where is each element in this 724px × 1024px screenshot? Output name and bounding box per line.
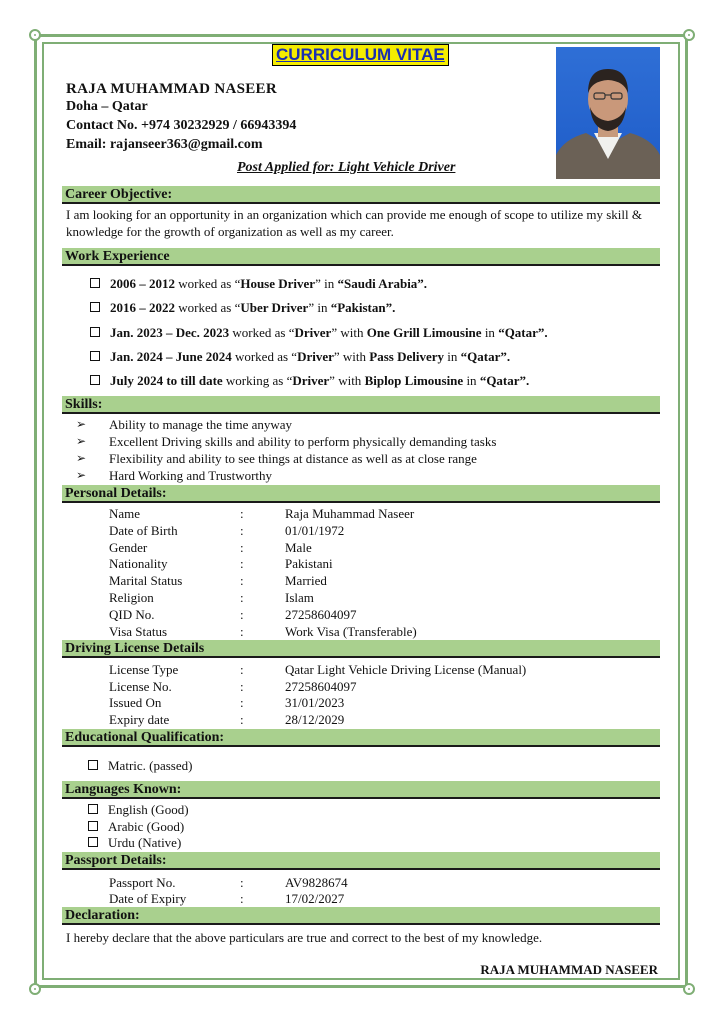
career-objective-text: I am looking for an opportunity in an organization which can provide me enough of scope to utilize my skill & knowledge for the growth of organization as well as my career. [66,207,642,239]
field-label: Issued On [109,695,162,710]
field-label: Religion [109,590,154,605]
field-value: 27258604097 [285,607,357,622]
declaration-text: I hereby declare that the above particulars are true and correct to the best of my knowledge. [66,930,543,945]
applicant-email: Email: rajanseer363@gmail.com [66,137,263,152]
field-label: Date of Birth [109,523,178,538]
corner-ornament [683,29,695,41]
arrow-bullet-icon: ➢ [76,468,87,482]
field-label: Visa Status [109,624,168,639]
field-label: Date of Expiry [109,891,187,906]
field-colon: : [240,556,244,571]
applicant-contact: Contact No. +974 30232929 / 66943394 [66,118,297,133]
section-passport: Passport Details: [62,852,660,870]
field-colon: : [240,695,244,710]
language-item: Urdu (Native) [88,834,181,851]
checkbox-bullet-icon [90,302,100,312]
field-value: 28/12/2029 [285,712,345,727]
field-value: Pakistani [285,556,333,571]
applicant-location: Doha – Qatar [66,99,148,114]
applicant-name: RAJA MUHAMMAD NASEER [66,81,277,97]
section-career-objective: Career Objective: [62,186,660,204]
field-label: Passport No. [109,875,176,890]
education-item: Matric. (passed) [88,757,192,774]
field-label: Nationality [109,556,168,571]
field-colon: : [240,891,244,906]
signature-name: RAJA MUHAMMAD NASEER [480,962,658,977]
post-applied: Post Applied for: Light Vehicle Driver [237,160,456,175]
field-colon: : [240,540,244,555]
work-item: 2006 – 2012 worked as “House Driver” in “Saudi Arabia”. [90,276,427,292]
field-colon: : [240,875,244,890]
work-item: 2016 – 2022 worked as “Uber Driver” in “Pakistan”. [90,300,395,316]
checkbox-bullet-icon [88,837,98,847]
profile-photo [556,47,660,179]
section-work-experience: Work Experience [62,248,660,266]
section-personal-details: Personal Details: [62,485,660,503]
field-value: 01/01/1972 [285,523,345,538]
field-value: Male [285,540,312,555]
arrow-bullet-icon: ➢ [76,434,87,448]
arrow-bullet-icon: ➢ [76,451,87,465]
skill-item: Excellent Driving skills and ability to perform physically demanding tasks [109,434,497,449]
field-label: QID No. [109,607,155,622]
section-declaration: Declaration: [62,907,660,925]
checkbox-bullet-icon [88,821,98,831]
field-colon: : [240,679,244,694]
field-colon: : [240,573,244,588]
arrow-bullet-icon: ➢ [76,417,87,431]
work-item: Jan. 2024 – June 2024 worked as “Driver” with Pass Delivery in “Qatar”. [90,349,510,365]
language-item: Arabic (Good) [88,818,184,835]
field-label: Marital Status [109,573,183,588]
section-driving-license: Driving License Details [62,640,660,658]
skill-item: Ability to manage the time anyway [109,417,293,432]
field-value: Married [285,573,327,588]
work-item: July 2024 to till date working as “Driver” with Biplop Limousine in “Qatar”. [90,373,529,389]
section-languages: Languages Known: [62,781,660,799]
checkbox-bullet-icon [88,760,98,770]
field-label: License Type [109,662,179,677]
skill-item: Flexibility and ability to see things at distance as well as at close range [109,451,477,466]
checkbox-bullet-icon [90,327,100,337]
field-label: License No. [109,679,172,694]
field-value: AV9828674 [285,875,348,890]
document-title: CURRICULUM VITAE [272,44,449,66]
language-item: English (Good) [88,801,189,818]
field-value: Qatar Light Vehicle Driving License (Manual) [285,662,527,677]
corner-ornament [683,983,695,995]
field-value: Work Visa (Transferable) [285,624,417,639]
checkbox-bullet-icon [90,375,100,385]
corner-ornament [29,29,41,41]
field-colon: : [240,607,244,622]
section-education: Educational Qualification: [62,729,660,747]
field-value: Islam [285,590,314,605]
field-colon: : [240,662,244,677]
field-colon: : [240,590,244,605]
checkbox-bullet-icon [88,804,98,814]
checkbox-bullet-icon [90,351,100,361]
field-colon: : [240,523,244,538]
field-colon: : [240,506,244,521]
field-value: 17/02/2027 [285,891,345,906]
field-label: Expiry date [109,712,170,727]
work-item: Jan. 2023 – Dec. 2023 worked as “Driver” with One Grill Limousine in “Qatar”. [90,325,548,341]
field-value: Raja Muhammad Naseer [285,506,415,521]
section-skills: Skills: [62,396,660,414]
checkbox-bullet-icon [90,278,100,288]
field-label: Gender [109,540,148,555]
field-value: 27258604097 [285,679,357,694]
field-colon: : [240,712,244,727]
corner-ornament [29,983,41,995]
field-colon: : [240,624,244,639]
field-value: 31/01/2023 [285,695,345,710]
skill-item: Hard Working and Trustworthy [109,468,273,483]
field-label: Name [109,506,141,521]
